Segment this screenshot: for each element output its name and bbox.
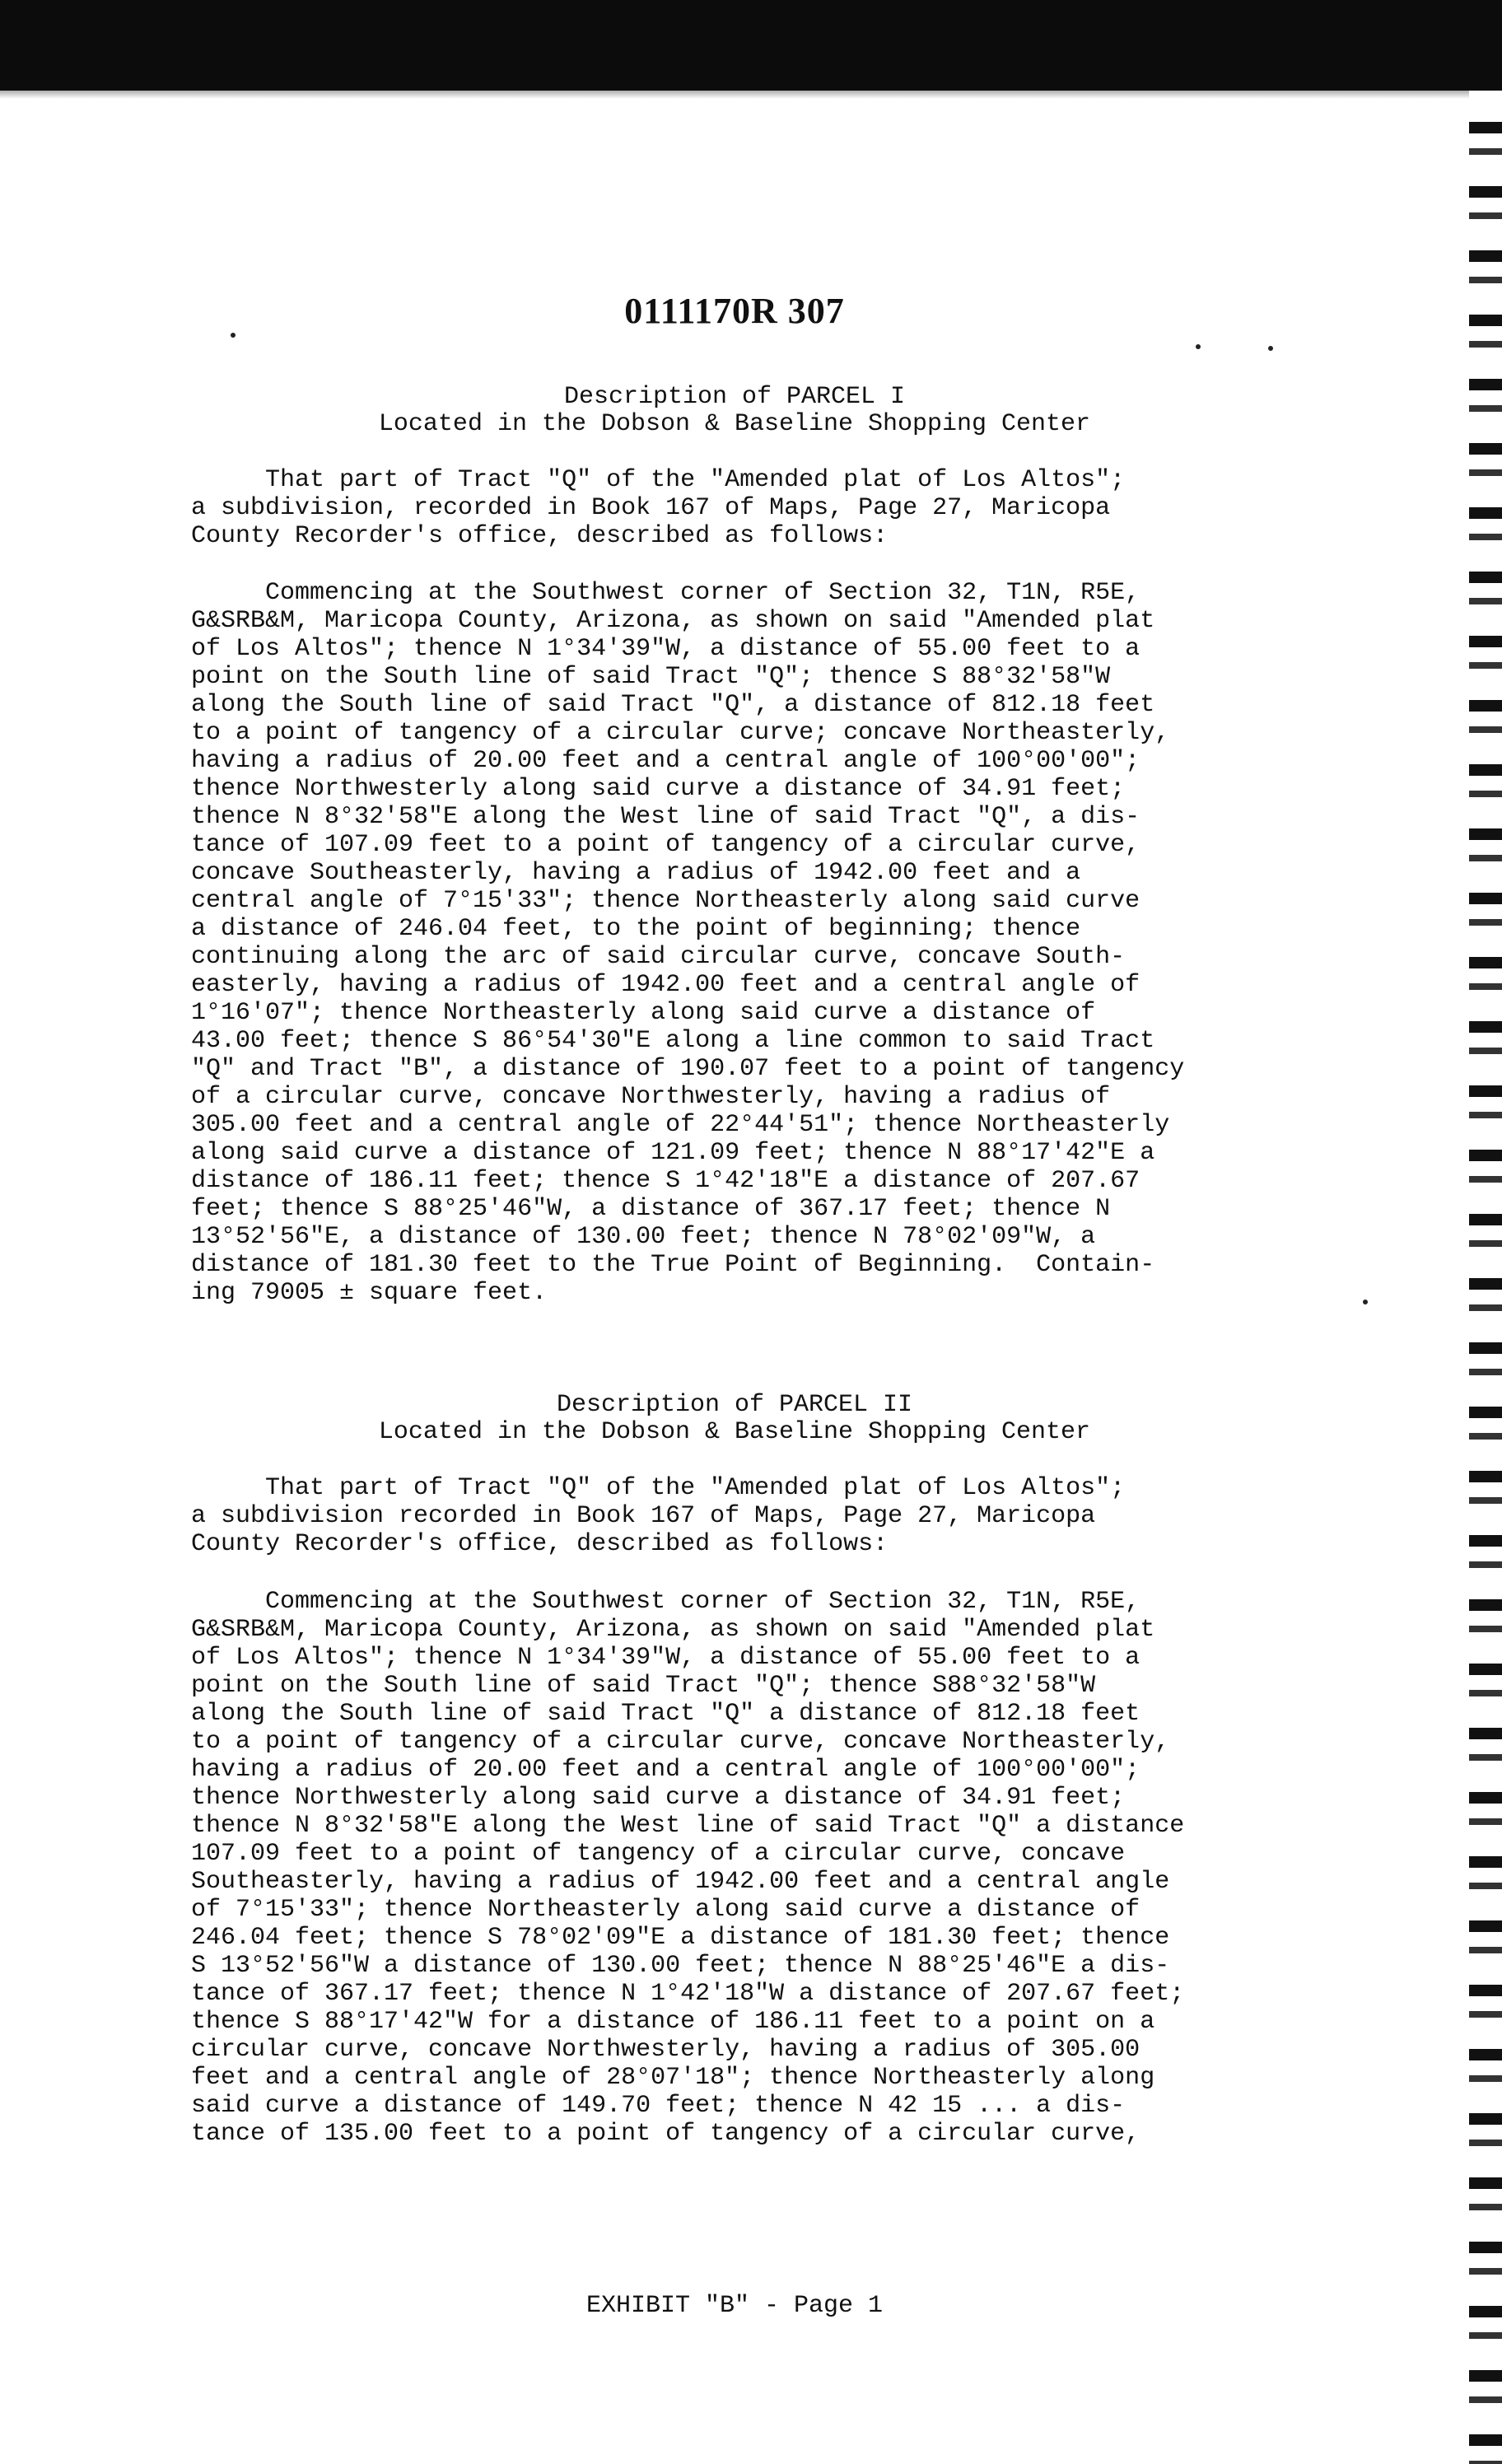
text-line: thence N 8°32'58"E along the West line of said Tract "Q" a distance [191, 1812, 1185, 1840]
text-line: ing 79005 ± square feet. [191, 1279, 548, 1307]
text-line: to a point of tangency of a circular curve, concave Northeasterly, [191, 1728, 1170, 1756]
text-line: thence N 8°32'58"E along the West line of said Tract "Q", a dis- [191, 803, 1140, 831]
text-line: along said curve a distance of 121.09 feet; thence N 88°17'42"E a [191, 1139, 1155, 1167]
text-line: 13°52'56"E, a distance of 130.00 feet; thence N 78°02'09"W, a [191, 1223, 1096, 1251]
text-line: Commencing at the Southwest corner of Section 32, T1N, R5E, [191, 1588, 1140, 1616]
scan-speck [1196, 344, 1201, 349]
text-line: Commencing at the Southwest corner of Section 32, T1N, R5E, [191, 579, 1140, 607]
text-line: That part of Tract "Q" of the "Amended plat of Los Altos"; [191, 466, 1126, 494]
text-line: of a circular curve, concave Northwesterly, having a radius of [191, 1083, 1111, 1111]
text-line: tance of 367.17 feet; thence N 1°42'18"W a distance of 207.67 feet; [191, 1980, 1185, 2008]
text-line: thence S 88°17'42"W for a distance of 186.11 feet to a point on a [191, 2008, 1155, 2036]
parcel-1-title: Description of PARCEL I [563, 383, 906, 411]
scan-speck [1363, 1300, 1368, 1304]
text-line: Southeasterly, having a radius of 1942.00 feet and a central angle [191, 1868, 1170, 1896]
scan-speck [1268, 346, 1273, 351]
text-line: 107.09 feet to a point of tangency of a circular curve, concave [191, 1840, 1126, 1868]
text-line: easterly, having a radius of 1942.00 feet and a central angle of [191, 971, 1140, 999]
recording-stamp: 0111170R 307 [624, 291, 845, 331]
text-line: of Los Altos"; thence N 1°34'39"W, a distance of 55.00 feet to a [191, 1644, 1140, 1672]
text-line: 1°16'07"; thence Northeasterly along said curve a distance of [191, 999, 1096, 1027]
text-line: along the South line of said Tract "Q", a distance of 812.18 feet [191, 691, 1155, 719]
text-line: a subdivision, recorded in Book 167 of Maps, Page 27, Maricopa [191, 494, 1111, 522]
text-line: County Recorder's office, described as follows: [191, 522, 889, 550]
parcel-2-description [191, 1588, 1393, 2148]
text-line: distance of 186.11 feet; thence S 1°42'18"E a distance of 207.67 [191, 1167, 1140, 1195]
exhibit-footer: EXHIBIT "B" - Page 1 [585, 2292, 884, 2320]
text-line: to a point of tangency of a circular curve; concave Northeasterly, [191, 719, 1170, 747]
text-line: circular curve, concave Northwesterly, having a radius of 305.00 [191, 2036, 1140, 2064]
text-line: central angle of 7°15'33"; thence Northeasterly along said curve [191, 887, 1140, 915]
text-line: "Q" and Tract "B", a distance of 190.07 feet to a point of tangency [191, 1055, 1185, 1083]
text-line: County Recorder's office, described as follows: [191, 1530, 889, 1558]
text-line: having a radius of 20.00 feet and a central angle of 100°00'00"; [191, 1756, 1140, 1784]
scan-speck [231, 333, 236, 338]
text-line: concave Southeasterly, having a radius of 1942.00 feet and a [191, 859, 1081, 887]
text-line: 305.00 feet and a central angle of 22°44'51"; thence Northeasterly [191, 1111, 1170, 1139]
text-line: tance of 107.09 feet to a point of tangency of a circular curve, [191, 831, 1140, 859]
text-line: of 7°15'33"; thence Northeasterly along said curve a distance of [191, 1896, 1140, 1924]
scan-right-edge [1469, 91, 1502, 2464]
text-line: of Los Altos"; thence N 1°34'39"W, a distance of 55.00 feet to a [191, 635, 1140, 663]
text-line: thence Northwesterly along said curve a distance of 34.91 feet; [191, 1784, 1126, 1812]
parcel-1-subtitle: Located in the Dobson & Baseline Shopping Center [378, 410, 1091, 438]
text-line: G&SRB&M, Maricopa County, Arizona, as shown on said "Amended plat [191, 607, 1155, 635]
text-line: distance of 181.30 feet to the True Point of Beginning. Contain- [191, 1251, 1155, 1279]
text-line: S 13°52'56"W a distance of 130.00 feet; thence N 88°25'46"E a dis- [191, 1952, 1170, 1980]
text-line: tance of 135.00 feet to a point of tangency of a circular curve, [191, 2120, 1140, 2148]
text-line: 43.00 feet; thence S 86°54'30"E along a line common to said Tract [191, 1027, 1155, 1055]
text-line: a distance of 246.04 feet, to the point of beginning; thence [191, 915, 1081, 943]
text-line: That part of Tract "Q" of the "Amended plat of Los Altos"; [191, 1474, 1126, 1502]
parcel-1-intro [191, 466, 1393, 550]
text-line: along the South line of said Tract "Q" a distance of 812.18 feet [191, 1700, 1140, 1728]
text-line: feet and a central angle of 28°07'18"; thence Northeasterly along [191, 2064, 1155, 2092]
text-line: having a radius of 20.00 feet and a central angle of 100°00'00"; [191, 747, 1140, 775]
parcel-2-title: Description of PARCEL II [556, 1391, 913, 1419]
text-line: said curve a distance of 149.70 feet; thence N 42 15 ... a dis- [191, 2092, 1126, 2120]
text-line: 246.04 feet; thence S 78°02'09"E a distance of 181.30 feet; thence [191, 1924, 1170, 1952]
text-line: a subdivision recorded in Book 167 of Maps, Page 27, Maricopa [191, 1502, 1096, 1530]
text-line: point on the South line of said Tract "Q"; thence S 88°32'58"W [191, 663, 1111, 691]
text-line: G&SRB&M, Maricopa County, Arizona, as shown on said "Amended plat [191, 1616, 1155, 1644]
text-line: thence Northwesterly along said curve a distance of 34.91 feet; [191, 775, 1126, 803]
text-line: continuing along the arc of said circular curve, concave South- [191, 943, 1126, 971]
text-line: feet; thence S 88°25'46"W, a distance of 367.17 feet; thence N [191, 1195, 1111, 1223]
parcel-2-intro [191, 1474, 1393, 1558]
parcel-2-subtitle: Located in the Dobson & Baseline Shopping Center [378, 1418, 1091, 1446]
parcel-1-description [191, 579, 1393, 1307]
text-line: point on the South line of said Tract "Q"; thence S88°32'58"W [191, 1672, 1096, 1700]
